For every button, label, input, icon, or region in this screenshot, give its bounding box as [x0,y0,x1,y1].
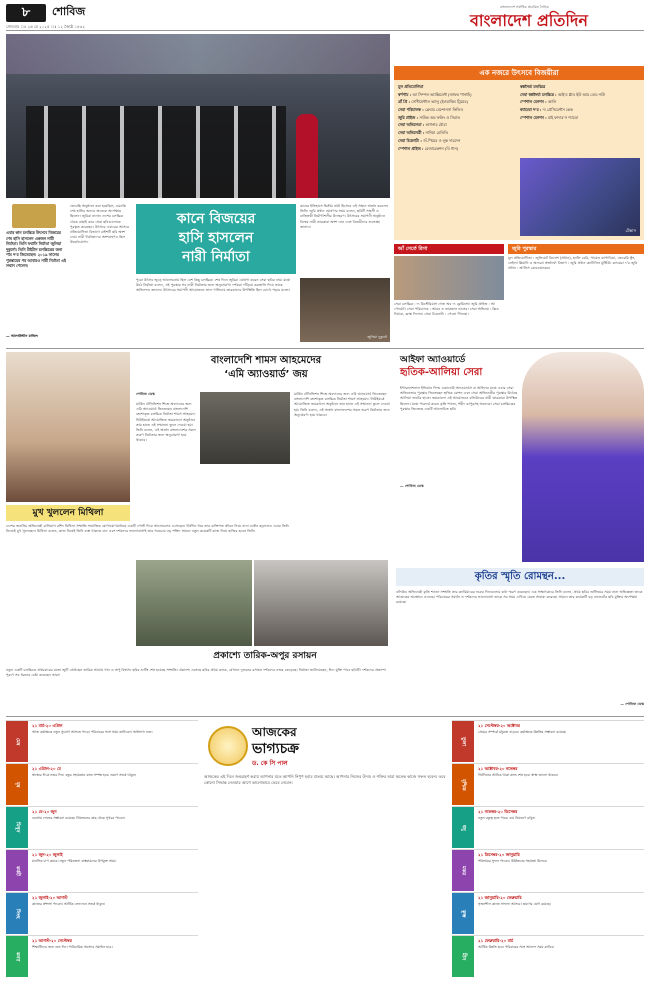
shams-headline [136,354,396,388]
header-rule [6,30,644,31]
cannes-headline-3: নারী নির্মাতা [182,248,250,265]
winner-category: মূল প্রতিযোগিতা [398,84,424,89]
zodiac-row [452,806,644,848]
winner-title: দ্য প্রেসিডেন্টস কেক [542,107,573,113]
horoscope-author: ড. কে সি পাল [252,760,288,767]
cannes-headline-2: হাসি হাসলেন [178,229,254,246]
winner-entry [398,99,516,105]
winner-category: সেরা স্বল্পদৈর্ঘ্য চলচ্চিত্র : [520,91,557,97]
winner-title: নাদিয়া মেলিতি [425,130,448,136]
winner-title: ভাগনার মৌরা [425,122,447,128]
zodiac-forecast: স্বাস্থ্যের দিকে নজর দিন। বন্ধুর সহায়তায় কাজ সম্পন্ন হবে। ভ্রমণে সতর্ক থাকুন। [32,773,137,777]
winner-entry [520,92,640,98]
winner-entry [398,115,516,121]
zodiac-row [452,720,644,762]
winner-category: সেরা চিত্রনাট্য : [398,137,422,143]
zodiac-forecast: সৃজনশীল কাজে সাফল্য আসবে। ভ্রমণের যোগ রয়েছে। [478,902,551,906]
zodiac-row [6,763,198,805]
winner-entry [398,130,516,136]
zodiac-forecast: আজ কর্মক্ষেত্রে নতুন সুযোগ আসতে পারে। পরিবারের সঙ্গে সময় কাটাবেন। অর্থভাগ্য শুভ। [32,730,153,734]
iifa-body: ইন্টারন্যাশনাল ইন্ডিয়ান ফিল্ম একাডেমি অ্যাওয়ার্ডস বা আইফার মঞ্চে এবার সেরা অভিনেতার পুরস্কার জিতেছেন হৃতিক রোশন এবং সেরা অভিনেত্রীর পুরস্কার উঠেছে আলিয়া ভাটের হাতে। জমকালো এই আয়োজনে বলিউডের নামী তারকারা উপস্থিত ছিলেন। মঞ্চে পারফর্ম করেন কৃতি শ্যানন, শহীদ কাপুরসহ অনেকে। সেরা চলচ্চিত্রের পুরস্কার জিতেছে একটি আলোচিত ছবি। [400,386,518,411]
date-line: সোমবার ঃ ২৬ মে ২০২৫ ঃ ১২ জ্যৈষ্ঠ ১৪৩২ [6,24,85,29]
zodiac-sign: কুম্ভ [452,893,474,934]
julia-photo-credit: জুলিয়া দুকুর্নো [367,335,387,340]
cannes-headline-1: কানে বিজয়ের [176,211,256,227]
shams-body-cont: মার্কিন টেলিভিশন শিল্পে অবদানের জন্য এমি অ্যাওয়ার্ড জিতেছেন বাংলাদেশি বংশোদ্ভূত চলচ্চিত্র নির্মাতা শামস আহমেদ। নিউইয়র্কে আয়োজিত জমকালো অনুষ্ঠানে তার হাতে এই সম্মাননা তুলে দেওয়া হয়। তিনি বলেন, এই অর্জন বাংলাদেশের সকল তরুণ নির্মাতার জন্য অনুপ্রেরণা হয়ে থাকবে। [294,392,390,417]
zodiac-forecast: নতুন বন্ধুত্ব হতে পারে। ব্যয় নিয়ন্ত্রণে রাখুন। [478,816,536,820]
winner-category: গ্রাঁ প্রি : [398,99,411,105]
zodiac-forecast: ব্যবসায় লাভের সম্ভাবনা রয়েছে। প্রিয়জনের কাছ থেকে সুখবর পাবেন। [32,816,126,820]
winner-title: রেজারেকশন (বি গান) [424,145,459,151]
zodiac-forecast: প্রেমের সম্পর্কে মধুরতা বাড়বে। কর্মক্ষেত্রে উন্নতির সম্ভাবনা রয়েছে। [478,730,567,734]
zodiac-sign: মেষ [6,721,28,762]
shams-byline: শোবিজ ডেস্ক [136,392,155,396]
horoscope-intro: আজকের এই দিনে জন্মগ্রহণ করায় আপনার মতে আপনি নিপুণ হবার প্রত্যয় আছে। আপনার নিজের উদ্যম ও শক্তির দ্বারা অনেক কাজে সফল হবেন। তবে কোনো সিদ্ধান্ত নেওয়ার আগে ভালোভাবে ভেবে নেবেন। [204,774,446,785]
winner-category: স্বল্পদৈর্ঘ্য চলচ্চিত্র [520,84,546,89]
winner-category: ক্যামেরা দ’র : [520,107,542,113]
winners-right-list [520,84,640,154]
winner-title: আ সিম্পল অ্যাক্সিডেন্ট (জাফর পানাহি) [412,91,472,97]
zodiac-sign: কর্কট [6,850,28,891]
winner-entry [398,107,516,113]
zodiac-date-range: ২১ মে-২০ জুন [32,809,57,814]
winner-category: স্বর্ণপাম : [398,91,412,97]
zodiac-date-range: ২১ এপ্রিল-২০ মে [32,766,61,771]
zodiac-forecast: আর্থিক উন্নতি হবে। পরিবারের সঙ্গে আনন্দে সময় কাটবে। [478,945,555,949]
tariq-photo-1 [136,560,252,646]
winner-entry [398,138,516,144]
zodiac-forecast: পরিশ্রমের সুফল পাবেন। উর্ধ্বতনের সহায়তা মিলবে। [478,859,548,863]
zodiac-date-range: ২১ অক্টোবর-২০ নভেম্বর [478,766,518,771]
zodiac-date-range: ২১ মার্চ-২০ এপ্রিল [32,723,63,728]
stage-lights [6,34,390,74]
winners-title: এক নজরে উৎসবে বিজয়ীরা [479,69,559,77]
ucr-body: সেরা চলচ্চিত্র : দ্য মিস্টেরিয়াস গেজ অব দ্য ফ্লেমিঙ্গো। জুরি প্রাইজ : আ পোয়েট। সেরা পরিচালক : আরব ও তারজান নাসের। সেরা অভিনয় : ক্লিও দিয়ারা, ফ্রাঙ্ক দিলান। সেরা চিত্রনাট্য : পেদ্রো পিনহো। [394,302,499,317]
iifa-byline: — শোবিজ ডেস্ক [400,484,424,488]
zodiac-row [6,892,198,934]
iifa-headline-2: হৃতিক-আলিয়া সেরা [400,367,483,379]
winner-entry [520,99,640,105]
zodiac-sign: ধনু [452,807,474,848]
winner-category: সেরা অভিনেতা : [398,122,425,128]
cannes-col4: কানের ইতিহাসে দ্বিতীয় নারী হিসেবে এই সম্মান অর্জন করলেন তিনি। জুরি প্রধান ঘোষণার সময় বলেন, ছবিটি সাহসী ও ব্যতিক্রমী নির্মাণশৈলীর উদাহরণ। উৎসবের সমাপনী অনুষ্ঠানে বিশ্বের নামী তারকারা অংশ নেন এবং বিজয়ীদের শুভেচ্ছা জানান। [300,204,389,229]
red-dress-figure [296,114,318,198]
zodiac-sign: তুলা [452,721,474,762]
zodiac-forecast: শিক্ষার্থীদের জন্য শুভ দিন। পারিবারিক সমস্যার সমাধান হবে। [32,945,113,949]
cannes-logo [12,204,56,228]
zodiac-date-range: ২১ নভেম্বর-২০ ডিসেম্বর [478,809,518,814]
zodiac-row [6,806,198,848]
ucr-photo [394,256,504,300]
winner-entry [520,107,640,113]
winner-title: মাই ফাদার’স শ্যাডো [547,114,579,120]
page-number-badge [6,4,46,22]
horoscope-right-col [452,720,644,978]
cannes-headline-box [136,204,296,274]
tariq-body: নতুন একটি চলচ্চিত্রে প্রথমবারের মতো জুটি বেঁধেছেন তারিক আনাম খান ও অপু বিশ্বাস। ছবির শুটিং শেষ হয়েছে সম্প্রতি। প্রকাশ্যে এসেছে ছবির প্রথম ঝলক, যেখানে দুজনের রসায়ন দর্শকদের নজর কেড়েছে। নির্মাতা জানিয়েছেন, ঈদে মুক্তি পাবে ছবিটি। দর্শকদের প্রত্যাশা পূরণে সব ধরনের চেষ্টা করেছেন তারা। [6,668,386,678]
shams-headline-1: বাংলাদেশি শামস আহমেদের [210,355,322,366]
page-number: ৮ [21,5,31,20]
winner-entry [398,92,516,98]
winner-entry [520,115,640,121]
tariq-headline: প্রকাশ্যে তারিক-অপুর রসায়ন [213,651,317,661]
horoscope-wheel-icon [208,726,248,766]
kriti-headline: কৃতির স্মৃতি রোমন্থন... [396,568,644,586]
winner-title: আলি [547,99,557,105]
winner-category: সেরা অভিনেত্রী : [398,130,425,136]
zodiac-row [452,763,644,805]
winners-box [394,66,644,240]
winner-category: স্পেশাল মেনশন : [520,114,547,120]
masthead: বাংলাদেশ প্রতিদিন [470,11,588,30]
winner-title: সেন্টিমেন্টাল ভ্যালু (ইওয়াকিম ট্রিয়ের) [411,99,468,105]
winner-category: স্পেশাল প্রাইজ : [398,145,424,151]
zodiac-sign: মীন [452,936,474,977]
mithila-body: দেশের জনপ্রিয় অভিনেত্রী রাফিয়াথ রশিদ মিথিলা সম্প্রতি সামাজিক যোগাযোগমাধ্যমে একটি পোস্ট দিয়ে আলোচনায় এসেছেন। দীর্ঘদিন ধরে তার ব্যক্তিগত জীবন নিয়ে নানা গুঞ্জন ছড়ালেও এবার তিনি নিজেই মুখ খুলেছেন। মিথিলা বলেন, কাজ নিয়েই তিনি ব্যস্ত থাকতে চান এবং দর্শকদের ভালোবাসাই তার সবচেয়ে বড় শক্তি। সামনে নতুন কয়েকটি কাজ নিয়ে হাজির হবেন তিনি। [6,524,289,534]
zodiac-sign: বৃশ্চিক [452,764,474,805]
horoscope-center-rows [200,854,450,978]
kriti-cutout [522,352,644,562]
zodiac-date-range: ২১ জুলাই-২০ আগস্ট [32,895,68,900]
cannes-col3: পুরো উৎসব জুড়ে আলোচনায় ছিল বেশ কিছু চলচ্চিত্র। শেষ দিনে জুরিরা ঘোষণা করেন সেরা ছবির নাম। মঞ্চে উঠে নির্মাতা বলেন, এই পুরস্কার সব নারী নির্মাতার জন্য অনুপ্রেরণা। দর্শকরা দাঁড়িয়ে করতালি দিয়ে তাকে অভিনন্দন জানান। উৎসবের সমাপনী আয়োজনে লাল গালিচায় তারকাদের উপস্থিতি ছিল চোখে পড়ার মতো। [136,278,291,293]
jury-body: মূল প্রতিযোগিতা : জুলিয়েট বিনোশ (প্রধান), হ্যালি বেরি, পায়েল কাপাডিয়া, জেরেমি স্ট্রং, লেইলা স্লিমানি ও অন্যরা। স্বল্পদৈর্ঘ্য বিভাগ : জুরি প্রধান ক্যাটালিন মুঞ্জিউ। ক্যামেরা দ’র জুরি প্রধান : আলিস রোরওয়াকের। [508,256,638,271]
shams-headline-2: ‘এমি অ্যাওয়ার্ড’ জয় [224,368,308,380]
ucr-title: আঁ সের্তে রিগা [394,244,504,254]
zodiac-row [6,935,198,977]
shams-body: মার্কিন টেলিভিশন শিল্পে অবদানের জন্য এমি অ্যাওয়ার্ড জিতেছেন বাংলাদেশি বংশোদ্ভূত চলচ্চিত্র নির্মাতা শামস আহমেদ। নিউইয়র্কে আয়োজিত জমকালো অনুষ্ঠানে তার হাতে এই সম্মাননা তুলে দেওয়া হয়। তিনি বলেন, এই অর্জন বাংলাদেশের সকল তরুণ নির্মাতার জন্য অনুপ্রেরণা হয়ে থাকবে। [136,402,196,443]
winners-left-list [398,84,516,234]
zodiac-date-range: ২১ জানুয়ারি-২০ ফেব্রুয়ারি [478,895,522,900]
winners-title-bar [394,66,644,80]
cannes-intro: এবার কান চলচ্চিত্র উৎসবে বিজয়ের শেষ হাসি হাসলেন একজন নারী নির্মাতা। তিনি ফরাসি নির্মাতা জুলিয়া দুকুর্নো। তিনি টাইটান চলচ্চিত্রের জন্য পাম দ’র জিতেছেন। ২০১৯ সালের পুরস্কারের পর আবারও নারী নির্মাতা এই সম্মান পেলেন। [6,230,66,268]
zodiac-sign: মিথুন [6,807,28,848]
winner-category: জুরি প্রাইজ : [398,114,419,120]
winner-entry [398,146,516,152]
zodiac-date-range: ২১ সেপ্টেম্বর-২০ অক্টোবর [478,723,520,728]
zodiac-sign: সিংহ [6,893,28,934]
zodiac-date-range: ২১ ডিসেম্বর-২০ জানুয়ারি [478,852,520,857]
jury-title: জুরি পুরস্কার [508,244,644,254]
zodiac-sign: মকর [452,850,474,891]
texas-photo [520,158,640,236]
zodiac-date-range: ২১ আগস্ট-২০ সেপ্টেম্বর [32,938,72,943]
cannes-col2: ভেবেছি অনুষ্ঠানে করা হয়েছিল, এমনকি শেষ হাসির জন্যও অনেকে অপেক্ষায় ছিলেন। জুরিরা নানান দেশের চলচ্চিত্র থেকে বাছাই করে সেরা ছবিগুলোকে পুরস্কৃত করেছেন। উৎসবে এবারের আসরে প্রতিযোগিতা বিভাগে বাইশটি ছবি অংশ নেয়। নারী নির্মাতাদের অংশগ্রহণও ছিল উল্লেখযোগ্য। [70,204,129,245]
winner-title: জঁ-পিয়ের ও লুক দারদেন [423,137,461,143]
winner-category: সেরা পরিচালক : [398,107,424,113]
zodiac-sign: বৃষ [6,764,28,805]
cannes-byline: — আলাউদ্দীন মাজিদ [6,334,38,338]
julia-photo [300,278,390,342]
winner-entry [520,84,640,90]
winners-row [26,106,286,198]
tariq-photo-2 [254,560,388,646]
winner-title: আই’ম গ্লাড ইউ আর ডেড নাউ [557,91,605,97]
horoscope-center [200,720,450,978]
iifa-headline-1: আইফা অ্যাওয়ার্ডে [400,355,466,365]
zodiac-row [6,720,198,762]
zodiac-forecast: কাজের প্রশংসা পাবেন। আর্থিক লেনদেনে সতর্ক থাকুন। [32,902,105,906]
horoscope-left-col [6,720,198,978]
zodiac-row [6,849,198,891]
zodiac-date-range: ২১ জুন-২০ জুলাই [32,852,63,857]
zodiac-row [452,935,644,977]
zodiac-row [452,892,644,934]
zodiac-sign: কন্যা [6,936,28,977]
mithila-photo [6,352,130,502]
mid-rule-1 [6,348,644,349]
zodiac-forecast: মানসিক চাপ কমবে। নতুন পরিকল্পনা বাস্তবায়নের উপযুক্ত সময়। [32,859,117,863]
texas-caption: টেক্সাস [625,227,636,233]
kriti-byline: — শোবিজ ডেস্ক [620,702,644,706]
kriti-body: বলিউড অভিনেত্রী কৃতি শ্যানন সম্প্রতি তার ক্যারিয়ারের শুরুর দিনগুলোর কথা স্মরণ করেছেন। এক সাক্ষাৎকারে তিনি বলেন, প্রথম ছবির শুটিংয়ের সময় নানা অভিজ্ঞতা তাকে আজকের অবস্থানে এনেছে। পরিবারের সমর্থন ও দর্শকদের ভালোবাসা তাকে সব সময় এগিয়ে যেতে সাহায্য করেছে। সামনে তার কয়েকটি বড় বাজেটের ছবি মুক্তির অপেক্ষায় রয়েছে। [396,590,643,605]
cannes-group-photo [6,34,390,198]
shams-photo [200,392,290,464]
winner-title: ক্লেবার মেন্দোনসা ফিলিও [425,107,464,113]
horoscope-title-1: আজকের [252,725,297,739]
winner-entry [398,122,516,128]
masthead-tag: বাংলাদেশে সর্বাধিক প্রচারিত দৈনিক [500,5,549,9]
zodiac-forecast: দীর্ঘদিনের আটকে থাকা কাজ শেষ হবে। স্বাস্থ্য ভালো থাকবে। [478,773,559,777]
winner-title: সাউন্ড অব ফলিং ও সিরাত [419,114,460,120]
section-name: শোবিজ [52,5,86,18]
zodiac-date-range: ২১ ফেব্রুয়ারি-২০ মার্চ [478,938,514,943]
winner-entry [398,84,516,90]
horoscope-title-2: ভাগ্যচক্র [252,741,299,757]
mithila-headline: মুখ খুললেন মিথিলা [6,505,130,521]
mid-rule-2 [6,716,644,717]
zodiac-row [452,849,644,891]
winner-category: স্পেশাল মেনশন : [520,99,547,105]
